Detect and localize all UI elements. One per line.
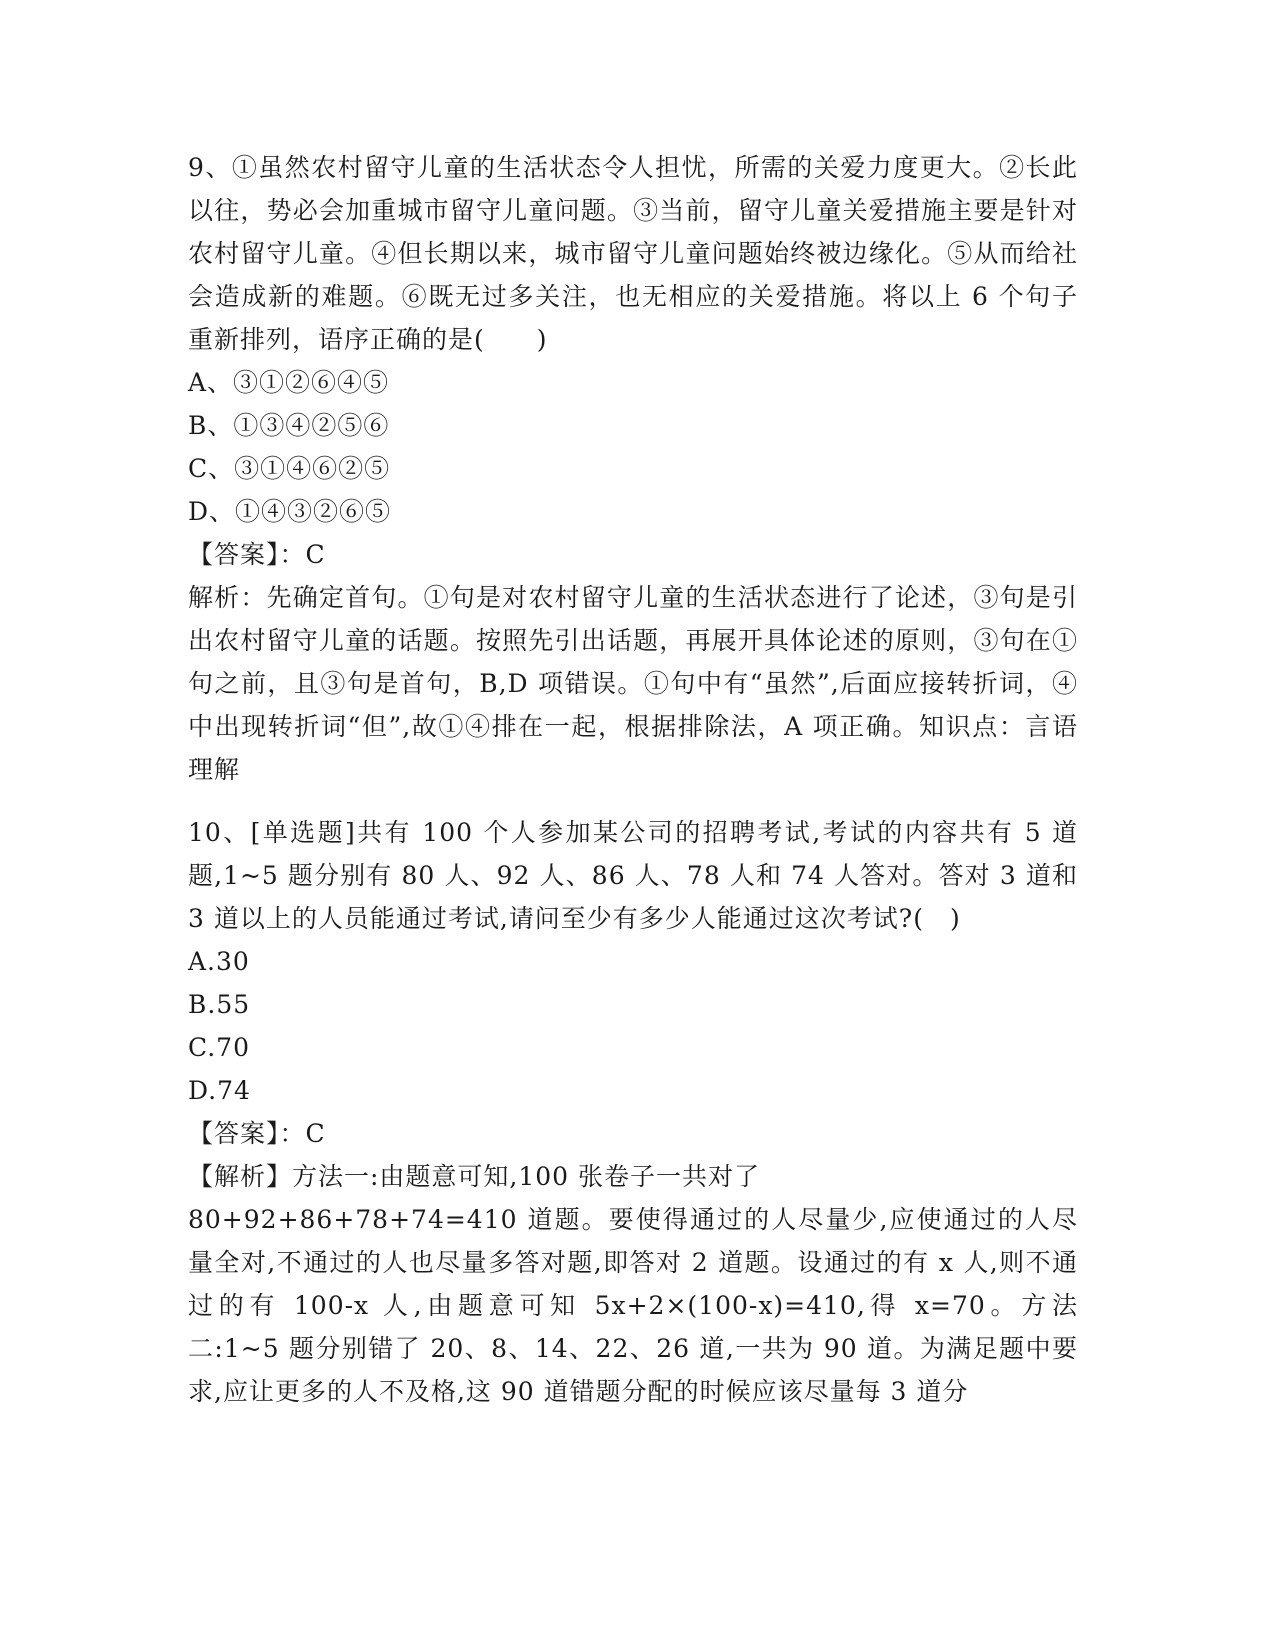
question-10-option-c: C.70	[188, 1033, 250, 1062]
question-10-analysis-body: 80+92+86+78+74=410 道题。要使得通过的人尽量少,应使通过的人尽量全对,不通过的人也尽量多答对题,即答对 2 道题。设通过的有 x 人,则不通过的有 100-x 人,由题意可知 5x+2×(100-x)=410,得 x=70。方法二:1~5 题分别错了 20、8、14、22、26 道,一共为 90 道。为满足题中要求,应让更多的人不及格,这 90 道错题分配的时候应该尽量每 3 道分	[188, 1205, 1078, 1406]
question-10-option-b: B.55	[188, 990, 251, 1019]
question-10-answer: 【答案】：C	[188, 1119, 326, 1148]
question-9-stem: 9、①虽然农村留守儿童的生活状态令人担忧，所需的关爱力度更大。②长此以往，势必会加重城市留守儿童问题。③当前，留守儿童关爱措施主要是针对农村留守儿童。④但长期以来，城市留守儿童问题始终被边缘化。⑤从而给社会造成新的难题。⑥既无过多关注，也无相应的关爱措施。将以上 6 个句子重新排列，语序正确的是( )	[188, 153, 1078, 354]
question-9-answer: 【答案】：C	[188, 540, 326, 569]
question-gap	[188, 791, 1078, 811]
question-10	[188, 811, 1078, 1413]
question-9	[188, 146, 1078, 791]
question-10-option-d: D.74	[188, 1076, 251, 1105]
question-9-option-a: A、③①②⑥④⑤	[188, 368, 390, 397]
question-9-option-b: B、①③④②⑤⑥	[188, 411, 390, 440]
question-9-option-d: D、①④③②⑥⑤	[188, 497, 392, 526]
question-10-option-a: A.30	[188, 947, 250, 976]
question-10-stem: 10、[单选题]共有 100 个人参加某公司的招聘考试,考试的内容共有 5 道题,1~5 题分别有 80 人、92 人、86 人、78 人和 74 人答对。答对 3 道和 3 道以上的人员能通过考试,请问至少有多少人能通过这次考试?( )	[188, 818, 1078, 933]
question-10-analysis-intro: 【解析】方法一:由题意可知,100 张卷子一共对了	[188, 1162, 761, 1191]
document-page	[188, 146, 1078, 1413]
question-9-analysis: 解析：先确定首句。①句是对农村留守儿童的生活状态进行了论述，③句是引出农村留守儿童的话题。按照先引出话题，再展开具体论述的原则，③句在①句之前，且③句是首句，B,D 项错误。①句中有“虽然”,后面应接转折词，④中出现转折词“但”,故①④排在一起，根据排除法，A 项正确。知识点：言语理解	[188, 583, 1078, 784]
question-9-option-c: C、③①④⑥②⑤	[188, 454, 391, 483]
